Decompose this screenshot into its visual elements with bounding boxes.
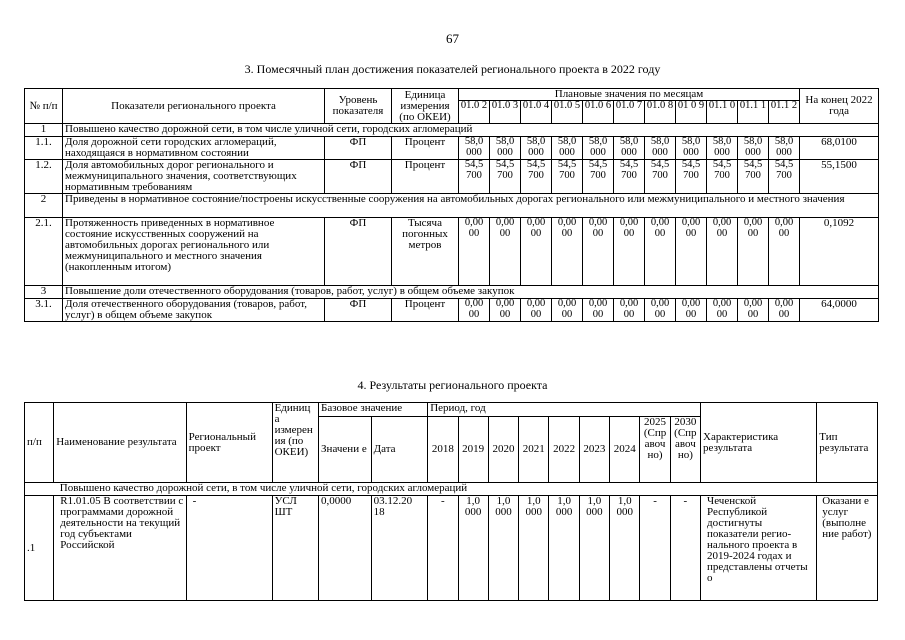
monthly-value: 54,5 700 bbox=[490, 160, 521, 194]
results-header-base: Базовое значение bbox=[319, 403, 428, 417]
monthly-value: 54,5 700 bbox=[552, 160, 583, 194]
result-year-value: 1,0 000 bbox=[458, 496, 488, 601]
monthly-value: 58,0 000 bbox=[645, 137, 676, 160]
results-header-unit: Единиц а измерен ия (по ОКЕИ) bbox=[272, 403, 318, 483]
result-name: R1.01.05 В соответствии с программами дорожной деятельности на текущий год субъектами Российской bbox=[54, 496, 186, 601]
indicator-level: ФП bbox=[325, 137, 392, 160]
monthly-value: 0,00 00 bbox=[614, 299, 645, 322]
group-title: Приведены в нормативное состояние/построены искусственные сооружения на автомобильных дорогах регионального или межмуниципального и местного значения bbox=[63, 194, 879, 218]
section-4-title: 4. Результаты регионального проекта bbox=[357, 378, 548, 392]
monthly-value: 58,0 000 bbox=[459, 137, 490, 160]
section-3-title: 3. Помесячный план достижения показателей регионального проекта в 2022 году bbox=[244, 62, 661, 76]
monthly-value: 54,5 700 bbox=[676, 160, 707, 194]
monthly-value: 0,00 00 bbox=[490, 218, 521, 286]
results-header-base-date: Дата bbox=[371, 417, 428, 483]
monthly-value: 0,00 00 bbox=[552, 299, 583, 322]
result-year-value: 1,0 000 bbox=[519, 496, 549, 601]
year-end-value: 64,0000 bbox=[800, 299, 879, 322]
result-unit: УСЛ ШТ bbox=[272, 496, 318, 601]
results-header-year: 2019 bbox=[458, 417, 488, 483]
monthly-value: 0,00 00 bbox=[738, 299, 769, 322]
header-month: 01.1 1 bbox=[738, 101, 769, 124]
monthly-value: 0,00 00 bbox=[583, 218, 614, 286]
header-month: 01.0 4 bbox=[521, 101, 552, 124]
header-month: 01.0 3 bbox=[490, 101, 521, 124]
indicator-num: 1.1. bbox=[25, 137, 63, 160]
monthly-value: 0,00 00 bbox=[552, 218, 583, 286]
monthly-value: 0,00 00 bbox=[707, 299, 738, 322]
monthly-value: 58,0 000 bbox=[707, 137, 738, 160]
group-num: 1 bbox=[25, 124, 63, 137]
monthly-value: 54,5 700 bbox=[459, 160, 490, 194]
header-indicator: Показатели регионального проекта bbox=[63, 89, 325, 124]
monthly-value: 0,00 00 bbox=[614, 218, 645, 286]
monthly-value: 0,00 00 bbox=[490, 299, 521, 322]
indicator-level: ФП bbox=[325, 160, 392, 194]
results-header-name: Наименование результата bbox=[54, 403, 186, 483]
header-month: 01.0 8 bbox=[645, 101, 676, 124]
monthly-value: 54,5 700 bbox=[738, 160, 769, 194]
indicator-unit: Процент bbox=[392, 299, 459, 322]
header-month: 01.0 2 bbox=[459, 101, 490, 124]
result-year-value: - bbox=[428, 496, 458, 601]
monthly-value: 0,00 00 bbox=[645, 218, 676, 286]
header-month: 01.0 5 bbox=[552, 101, 583, 124]
monthly-value: 0,00 00 bbox=[459, 299, 490, 322]
result-year-value: 1,0 000 bbox=[610, 496, 640, 601]
monthly-value: 54,5 700 bbox=[521, 160, 552, 194]
results-group-title: Повышено качество дорожной сети, в том числе уличной сети, городских агломераций bbox=[54, 483, 878, 496]
year-end-value: 0,1092 bbox=[800, 218, 879, 286]
monthly-value: 0,00 00 bbox=[738, 218, 769, 286]
header-month: 01.1 0 bbox=[707, 101, 738, 124]
monthly-value: 0,00 00 bbox=[521, 299, 552, 322]
monthly-value: 54,5 700 bbox=[707, 160, 738, 194]
indicator-name: Доля дорожной сети городских агломераций, находящаяся в нормативном состоянии bbox=[63, 137, 325, 160]
indicator-unit: Процент bbox=[392, 137, 459, 160]
header-year-end: На конец 2022 года bbox=[800, 89, 879, 124]
result-year-value: - bbox=[640, 496, 670, 601]
monthly-value: 54,5 700 bbox=[583, 160, 614, 194]
monthly-value: 0,00 00 bbox=[645, 299, 676, 322]
results-header-year: 2021 bbox=[519, 417, 549, 483]
indicator-num: 1.2. bbox=[25, 160, 63, 194]
monthly-value: 58,0 000 bbox=[738, 137, 769, 160]
header-unit: Единица измерения (по ОКЕИ) bbox=[392, 89, 459, 124]
indicator-num: 3.1. bbox=[25, 299, 63, 322]
monthly-value: 0,00 00 bbox=[769, 218, 800, 286]
results-header-year: 2030 (Спр авоч но) bbox=[670, 417, 700, 483]
results-header-year: 2023 bbox=[579, 417, 609, 483]
result-year-value: 1,0 000 bbox=[488, 496, 518, 601]
monthly-value: 54,5 700 bbox=[645, 160, 676, 194]
monthly-value: 0,00 00 bbox=[521, 218, 552, 286]
result-base-value: 0,0000 bbox=[319, 496, 372, 601]
indicator-num: 2.1. bbox=[25, 218, 63, 286]
monthly-value: 0,00 00 bbox=[583, 299, 614, 322]
monthly-value: 54,5 700 bbox=[614, 160, 645, 194]
monthly-plan-table bbox=[24, 88, 879, 322]
result-base-date: 03.12.20 18 bbox=[371, 496, 428, 601]
monthly-value: 54,5 700 bbox=[769, 160, 800, 194]
header-level: Уровень показателя bbox=[325, 89, 392, 124]
indicator-unit: Тысяча погонных метров bbox=[392, 218, 459, 286]
results-header-year: 2025 (Спр авоч но) bbox=[640, 417, 670, 483]
year-end-value: 68,0100 bbox=[800, 137, 879, 160]
results-header-project: Региональный проект bbox=[186, 403, 272, 483]
group-num: 2 bbox=[25, 194, 63, 218]
monthly-value: 58,0 000 bbox=[552, 137, 583, 160]
result-year-value: - bbox=[670, 496, 700, 601]
monthly-value: 58,0 000 bbox=[583, 137, 614, 160]
header-month: 01 0 9 bbox=[676, 101, 707, 124]
indicator-level: ФП bbox=[325, 299, 392, 322]
results-header-year: 2018 bbox=[428, 417, 458, 483]
monthly-value: 0,00 00 bbox=[769, 299, 800, 322]
monthly-value: 58,0 000 bbox=[769, 137, 800, 160]
group-title: Повышено качество дорожной сети, в том числе уличной сети, городских агломераций bbox=[63, 124, 879, 137]
monthly-value: 58,0 000 bbox=[490, 137, 521, 160]
indicator-name: Протяженность приведенных в нормативное состояние искусственных сооружений на автомобильных дорогах регионального или межмуниципального и местного значения (накопленным итогом) bbox=[63, 218, 325, 286]
indicator-name: Доля автомобильных дорог регионального и межмуниципального значения, соответствующих нормативным требованиям bbox=[63, 160, 325, 194]
results-header-characteristic: Характеристика результата bbox=[701, 403, 817, 483]
result-type: Оказани е услуг (выполне ние работ) bbox=[817, 496, 878, 601]
monthly-value: 58,0 000 bbox=[521, 137, 552, 160]
indicator-level: ФП bbox=[325, 218, 392, 286]
result-year-value: 1,0 000 bbox=[549, 496, 579, 601]
indicator-name: Доля отечественного оборудования (товаров, работ, услуг) в общем объеме закупок bbox=[63, 299, 325, 322]
monthly-value: 58,0 000 bbox=[614, 137, 645, 160]
monthly-value: 58,0 000 bbox=[676, 137, 707, 160]
results-header-type: Тип результата bbox=[817, 403, 878, 483]
group-num: 3 bbox=[25, 286, 63, 299]
result-num: .1 bbox=[25, 496, 54, 601]
monthly-value: 0,00 00 bbox=[707, 218, 738, 286]
monthly-value: 0,00 00 bbox=[676, 299, 707, 322]
year-end-value: 55,1500 bbox=[800, 160, 879, 194]
results-group-num bbox=[25, 483, 54, 496]
result-year-value: 1,0 000 bbox=[579, 496, 609, 601]
result-characteristic: Чеченской Республикой достигнуты показатели регио-нального проекта в 2019-2024 годах и представлены отчеты о bbox=[701, 496, 817, 601]
results-header-period: Период, год bbox=[428, 403, 701, 417]
results-header-year: 2020 bbox=[488, 417, 518, 483]
result-project: - bbox=[186, 496, 272, 601]
header-month: 01.1 2 bbox=[769, 101, 800, 124]
header-planned-values: Плановые значения по месяцам bbox=[459, 89, 800, 101]
page-number: 67 bbox=[446, 31, 459, 46]
header-num: № п/п bbox=[25, 89, 63, 124]
header-month: 01.0 7 bbox=[614, 101, 645, 124]
indicator-unit: Процент bbox=[392, 160, 459, 194]
monthly-value: 0,00 00 bbox=[459, 218, 490, 286]
group-title: Повышение доли отечественного оборудования (товаров, работ, услуг) в общем объеме закупок bbox=[63, 286, 879, 299]
monthly-value: 0,00 00 bbox=[676, 218, 707, 286]
results-header-year: 2024 bbox=[610, 417, 640, 483]
results-header-year: 2022 bbox=[549, 417, 579, 483]
results-header-num: п/п bbox=[25, 403, 54, 483]
results-table bbox=[24, 402, 878, 601]
results-header-base-value: Значени е bbox=[319, 417, 372, 483]
header-month: 01.0 6 bbox=[583, 101, 614, 124]
